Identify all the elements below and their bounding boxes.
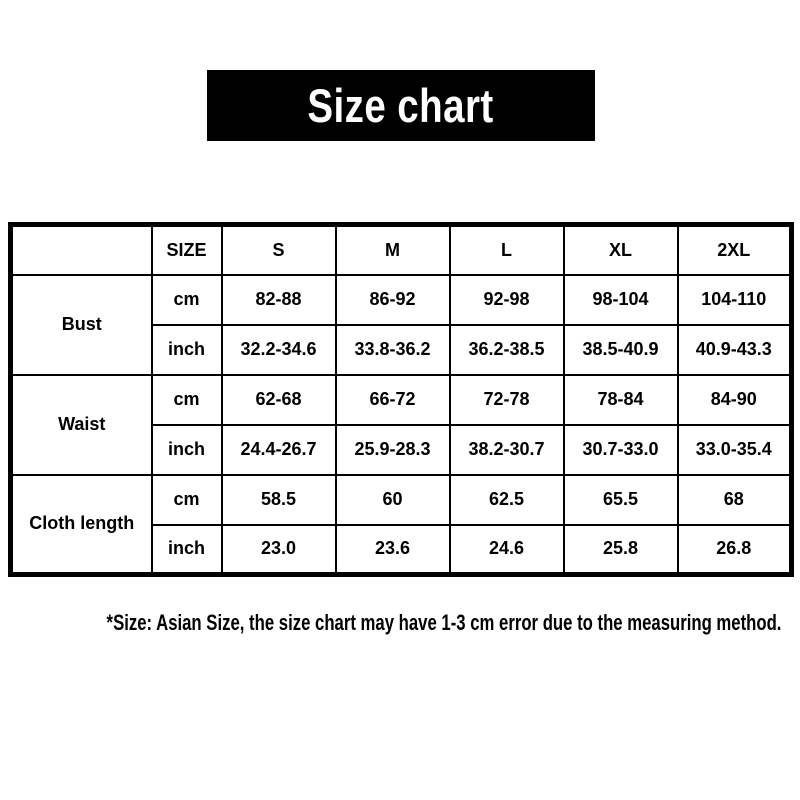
value-cell: 92-98 bbox=[450, 275, 564, 325]
value-cell: 32.2-34.6 bbox=[222, 325, 336, 375]
value-cell: 30.7-33.0 bbox=[564, 425, 678, 475]
unit-cell-cm: cm bbox=[152, 475, 222, 525]
unit-cell-cm: cm bbox=[152, 375, 222, 425]
value-cell: 84-90 bbox=[678, 375, 792, 425]
value-cell: 25.8 bbox=[564, 525, 678, 575]
row-label-waist: Waist bbox=[11, 375, 152, 475]
value-cell: 24.4-26.7 bbox=[222, 425, 336, 475]
table-row-waist-cm bbox=[11, 375, 792, 425]
value-cell: 78-84 bbox=[564, 375, 678, 425]
unit-cell-cm: cm bbox=[152, 275, 222, 325]
table-row-bust-cm bbox=[11, 275, 792, 325]
value-cell: 23.0 bbox=[222, 525, 336, 575]
size-chart-table bbox=[8, 222, 794, 577]
value-cell: 33.0-35.4 bbox=[678, 425, 792, 475]
unit-cell-inch: inch bbox=[152, 325, 222, 375]
page-title: Size chart bbox=[307, 79, 495, 132]
value-cell: 86-92 bbox=[336, 275, 450, 325]
row-label-bust: Bust bbox=[11, 275, 152, 375]
value-cell: 98-104 bbox=[564, 275, 678, 325]
size-col-s: S bbox=[222, 225, 336, 275]
value-cell: 82-88 bbox=[222, 275, 336, 325]
size-col-2xl: 2XL bbox=[678, 225, 792, 275]
value-cell: 62-68 bbox=[222, 375, 336, 425]
value-cell: 33.8-36.2 bbox=[336, 325, 450, 375]
value-cell: 40.9-43.3 bbox=[678, 325, 792, 375]
size-col-m: M bbox=[336, 225, 450, 275]
value-cell: 38.2-30.7 bbox=[450, 425, 564, 475]
value-cell: 24.6 bbox=[450, 525, 564, 575]
unit-cell-inch: inch bbox=[152, 525, 222, 575]
corner-cell bbox=[11, 225, 152, 275]
size-col-l: L bbox=[450, 225, 564, 275]
value-cell: 23.6 bbox=[336, 525, 450, 575]
row-label-cloth-length: Cloth length bbox=[11, 475, 152, 575]
value-cell: 26.8 bbox=[678, 525, 792, 575]
size-header-cell: SIZE bbox=[152, 225, 222, 275]
value-cell: 25.9-28.3 bbox=[336, 425, 450, 475]
table-header-row bbox=[11, 225, 792, 275]
value-cell: 104-110 bbox=[678, 275, 792, 325]
footnote bbox=[0, 610, 800, 636]
value-cell: 58.5 bbox=[222, 475, 336, 525]
value-cell: 66-72 bbox=[336, 375, 450, 425]
size-chart-banner bbox=[207, 70, 595, 141]
value-cell: 60 bbox=[336, 475, 450, 525]
value-cell: 62.5 bbox=[450, 475, 564, 525]
footnote-text: *Size: Asian Size, the size chart may have 1-3 cm error due to the measuring method. bbox=[106, 610, 782, 635]
value-cell: 38.5-40.9 bbox=[564, 325, 678, 375]
value-cell: 68 bbox=[678, 475, 792, 525]
table-row-cloth-length-cm bbox=[11, 475, 792, 525]
unit-cell-inch: inch bbox=[152, 425, 222, 475]
value-cell: 36.2-38.5 bbox=[450, 325, 564, 375]
size-col-xl: XL bbox=[564, 225, 678, 275]
value-cell: 65.5 bbox=[564, 475, 678, 525]
value-cell: 72-78 bbox=[450, 375, 564, 425]
